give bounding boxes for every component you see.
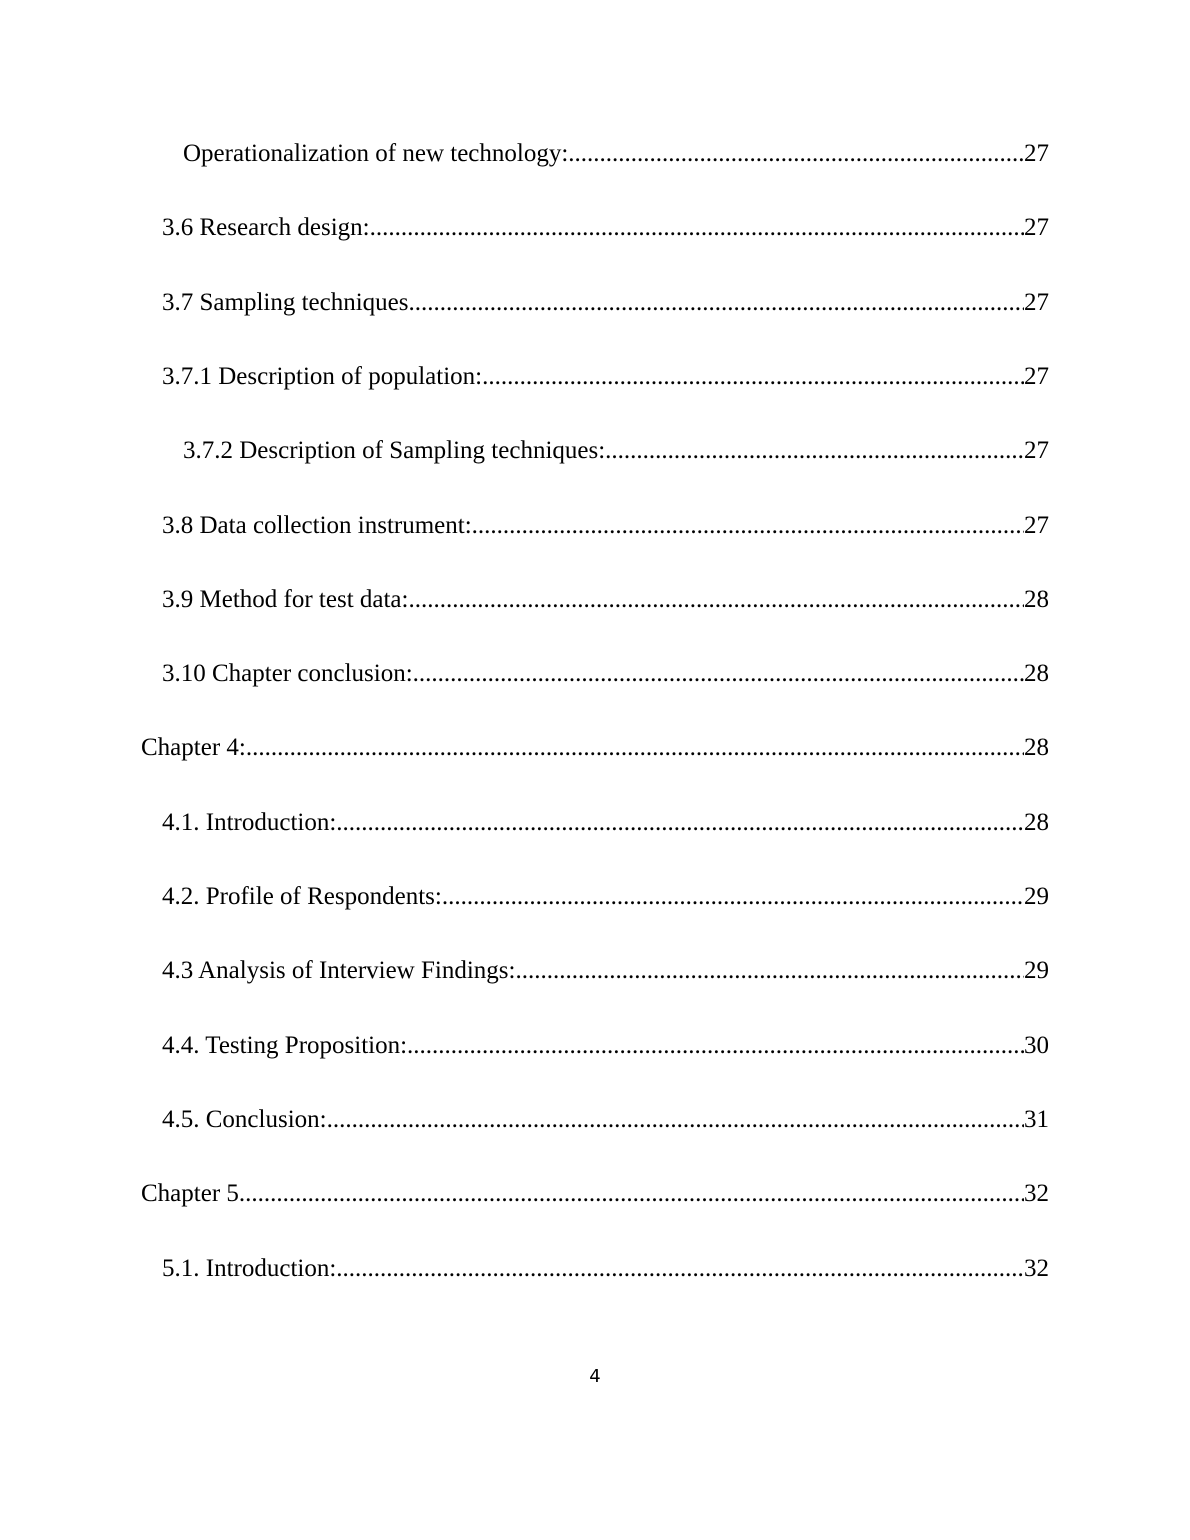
toc-entry[interactable]	[162, 883, 1049, 911]
toc-entry-page: 27	[1024, 362, 1049, 390]
toc-dot-leader	[442, 883, 1024, 911]
toc-entry[interactable]	[162, 1032, 1049, 1060]
toc-entry-title: 4.5. Conclusion:	[162, 1105, 327, 1133]
toc-entry-title: Chapter 4:	[141, 734, 246, 762]
toc-dot-leader	[413, 660, 1024, 688]
toc-entry-title: 5.1. Introduction:	[162, 1254, 337, 1282]
toc-dot-leader	[370, 214, 1024, 242]
toc-dot-leader	[605, 437, 1024, 465]
toc-entry-page: 28	[1024, 660, 1049, 688]
toc-entry-title: Operationalization of new technology:	[183, 140, 569, 167]
toc-entry-page: 27	[1024, 214, 1049, 242]
toc-entry-page: 32	[1024, 1180, 1049, 1208]
toc-entry[interactable]	[162, 512, 1049, 540]
toc-dot-leader	[327, 1106, 1024, 1134]
toc-dot-leader	[407, 1032, 1024, 1060]
toc-entry[interactable]	[183, 437, 1049, 465]
toc-entry-title: 3.9 Method for test data:	[162, 585, 409, 613]
toc-dot-leader	[408, 586, 1024, 614]
toc-entry[interactable]	[162, 289, 1049, 317]
toc-entry-page: 28	[1024, 585, 1049, 613]
toc-entry-page: 27	[1024, 511, 1049, 539]
toc-entry-page: 29	[1024, 957, 1049, 985]
toc-entry-page: 32	[1024, 1254, 1049, 1282]
toc-entry[interactable]	[162, 809, 1049, 837]
toc-entry[interactable]	[162, 214, 1049, 242]
toc-entry-page: 28	[1024, 734, 1049, 762]
toc-entry[interactable]	[141, 1180, 1049, 1208]
toc-entry-title: 3.10 Chapter conclusion:	[162, 660, 413, 688]
toc-entry-page: 27	[1024, 288, 1049, 316]
toc-entry-title: 3.8 Data collection instrument:	[162, 511, 472, 539]
toc-entry-title: 4.1. Introduction:	[162, 808, 337, 836]
toc-dot-leader	[336, 809, 1024, 837]
toc-entry-title: 3.6 Research design:	[162, 214, 370, 242]
page-number: 4	[589, 1366, 601, 1387]
toc-entry[interactable]	[162, 660, 1049, 688]
toc-entry-page: 30	[1024, 1031, 1049, 1059]
toc-entry-page: 27	[1024, 140, 1049, 167]
toc-entry-page: 31	[1024, 1105, 1049, 1133]
toc-entry[interactable]	[162, 1255, 1049, 1283]
toc-entry-title: 4.2. Profile of Respondents:	[162, 883, 442, 910]
toc-entry-title: Chapter 5	[141, 1180, 239, 1208]
toc-dot-leader	[336, 1255, 1024, 1283]
toc-dot-leader	[472, 512, 1024, 540]
toc-entry-title: 4.3 Analysis of Interview Findings:	[162, 957, 516, 985]
toc-entry[interactable]	[162, 1106, 1049, 1134]
toc-entry[interactable]	[141, 734, 1049, 762]
toc-entry[interactable]	[183, 140, 1049, 168]
toc-dot-leader	[239, 1180, 1024, 1208]
toc-entry[interactable]	[162, 363, 1049, 391]
toc-entry[interactable]	[162, 957, 1049, 985]
toc-entry-page: 29	[1024, 883, 1049, 910]
toc-entry[interactable]	[162, 586, 1049, 614]
toc-entry-title: 3.7.2 Description of Sampling techniques:	[183, 437, 606, 465]
toc-dot-leader	[246, 734, 1024, 762]
toc-dot-leader	[515, 957, 1024, 985]
toc-dot-leader	[482, 363, 1024, 391]
toc-entry-page: 27	[1024, 437, 1049, 465]
toc-dot-leader	[409, 289, 1025, 317]
toc-entry-title: 4.4. Testing Proposition:	[162, 1031, 408, 1059]
toc-dot-leader	[568, 140, 1024, 168]
toc-entry-page: 28	[1024, 808, 1049, 836]
toc-entry-title: 3.7.1 Description of population:	[162, 362, 483, 390]
toc-entry-title: 3.7 Sampling techniques	[162, 288, 409, 316]
